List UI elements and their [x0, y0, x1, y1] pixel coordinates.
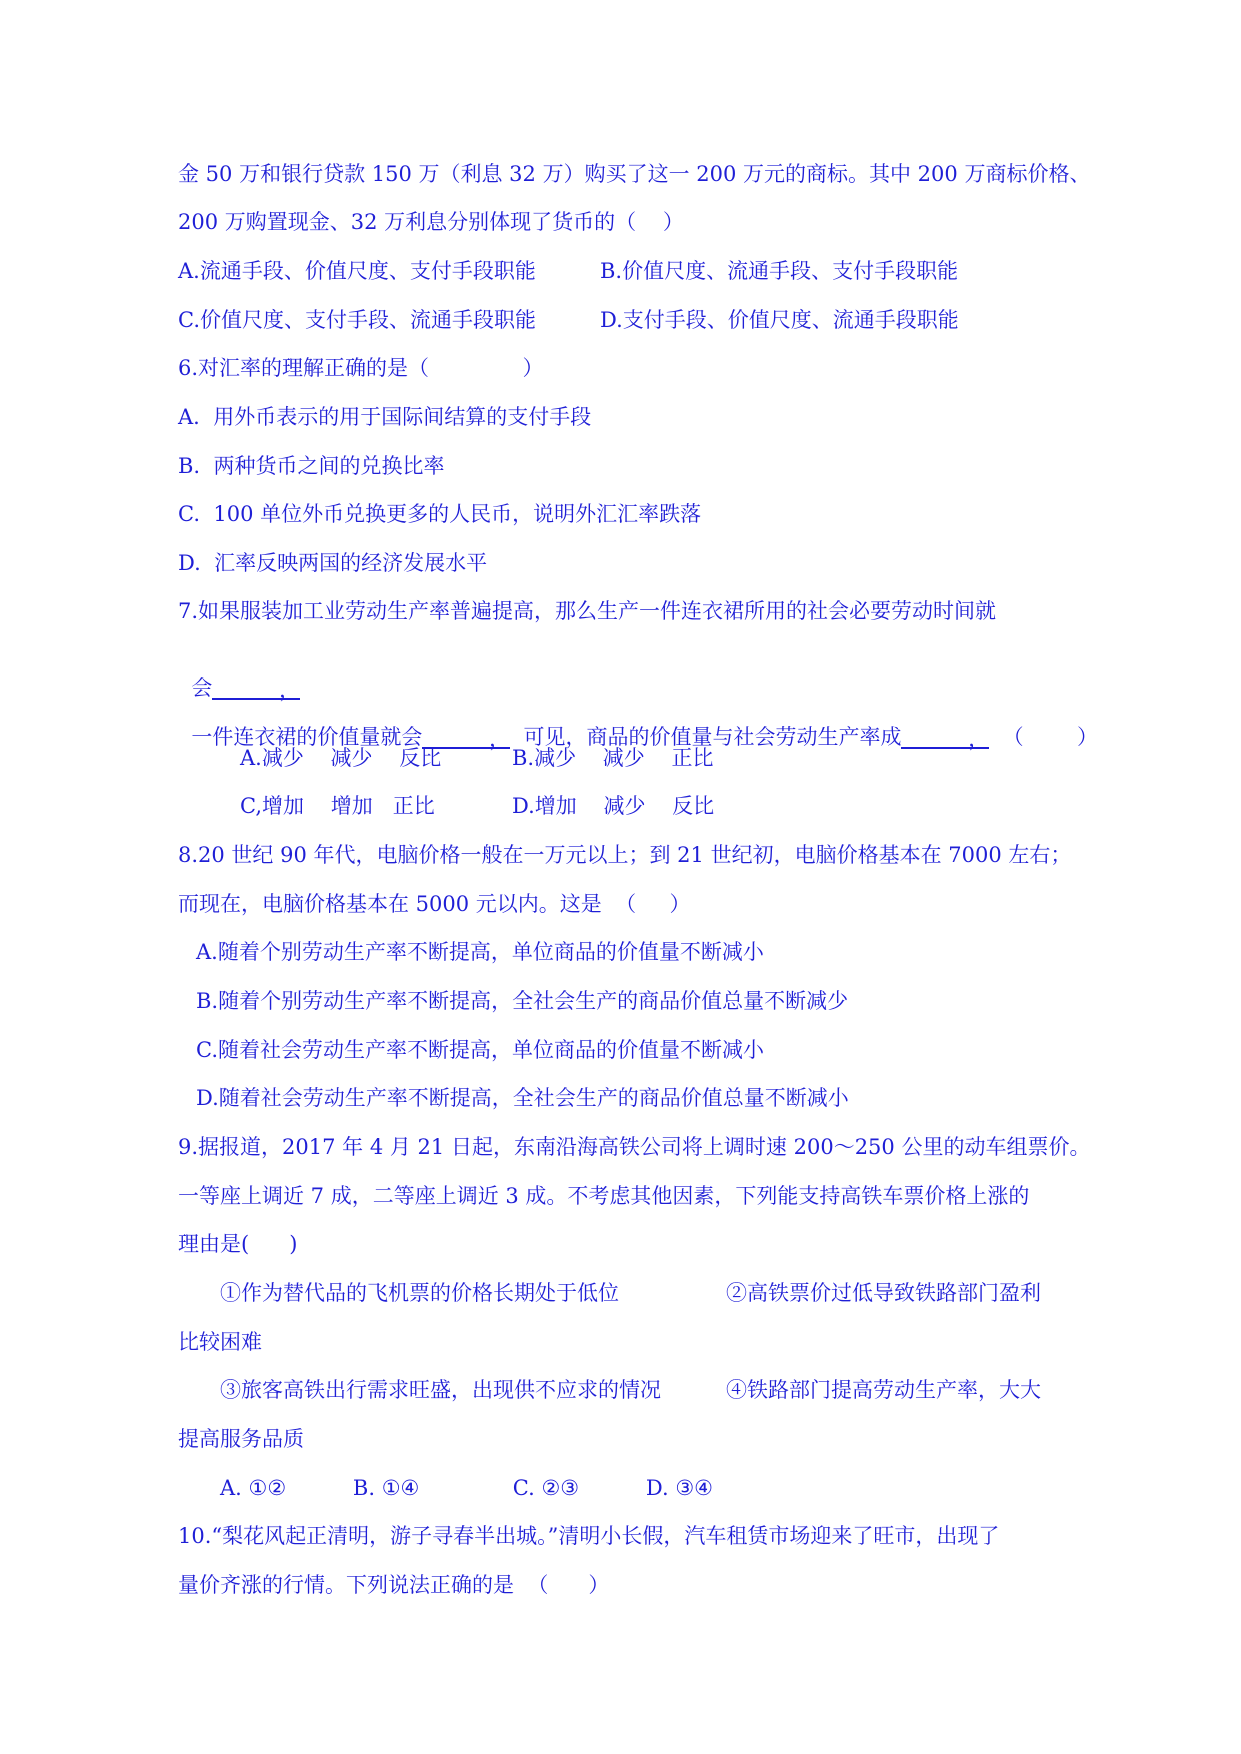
q7-stem-line2: [178, 646, 300, 702]
q9-statement-4-cont: 提高服务品质: [178, 1427, 304, 1451]
q8-option-b: B.随着个别劳动生产率不断提高，全社会生产的商品价值总量不断减少: [196, 989, 849, 1013]
q6-stem: 6.对汇率的理解正确的是（ ）: [178, 356, 544, 380]
q5-stem-line1: 金 50 万和银行贷款 150 万（利息 32 万）购买了这一 200 万元的商标。其中 200 万商标价格、: [178, 162, 1091, 186]
q9-options: A. ①② B. ①④ C. ②③ D. ③④: [220, 1476, 713, 1500]
q10-stem-line2: 量价齐涨的行情。下列说法正确的是 （ ）: [178, 1573, 610, 1597]
q8-option-a: A.随着个别劳动生产率不断提高，单位商品的价值量不断减小: [196, 940, 764, 964]
q6-option-b: B. 两种货币之间的兑换比率: [178, 454, 445, 478]
q9-stem-line2: 一等座上调近 7 成，二等座上调近 3 成。不考虑其他因素，下列能支持高铁车票价格上涨的: [178, 1184, 1030, 1208]
q5-option-b: B.价值尺度、流通手段、支付手段职能: [600, 259, 959, 283]
q7-option-b: B.减少 减少 正比: [512, 746, 714, 770]
q7-blank-2: ，: [422, 727, 511, 751]
q9-statement-3: ③旅客高铁出行需求旺盛，出现供不应求的情况: [220, 1378, 661, 1402]
q7-blank-1: ，: [212, 678, 301, 702]
q8-option-c: C.随着社会劳动生产率不断提高，单位商品的价值量不断减小: [196, 1038, 764, 1062]
q9-statement-2: ②高铁票价过低导致铁路部门盈利: [726, 1281, 1041, 1305]
q7-stem-line1: 7.如果服装加工业劳动生产率普遍提高，那么生产一件连衣裙所用的社会必要劳动时间就: [178, 599, 997, 623]
q6-option-a: A. 用外币表示的用于国际间结算的支付手段: [178, 405, 592, 429]
q7-option-a: A.减少 减少 反比: [240, 746, 442, 770]
q10-stem-line1: 10.“梨花风起正清明，游子寻春半出城。”清明小长假，汽车租赁市场迎来了旺市，出现了: [178, 1524, 1000, 1548]
q6-option-d: D. 汇率反映两国的经济发展水平: [178, 551, 488, 575]
q9-statement-4: ④铁路部门提高劳动生产率，大大: [726, 1378, 1041, 1402]
q7-option-d: D.增加 减少 反比: [512, 794, 715, 818]
q6-option-c: C. 100 单位外币兑换更多的人民币，说明外汇汇率跌落: [178, 502, 702, 526]
q5-option-c: C.价值尺度、支付手段、流通手段职能: [178, 308, 536, 332]
q7-option-c: C,增加 增加 正比: [240, 794, 435, 818]
q7-text: 可见，商品的价值量与社会劳动生产率成: [510, 725, 902, 749]
q5-option-d: D.支付手段、价值尺度、流通手段职能: [600, 308, 959, 332]
q8-option-d: D.随着社会劳动生产率不断提高，全社会生产的商品价值总量不断减小: [196, 1086, 849, 1110]
q9-statement-1: ①作为替代品的飞机票的价格长期处于低位: [220, 1281, 619, 1305]
q7-text: 一件连衣裙的价值量就会: [191, 725, 423, 749]
q5-stem-line2: 200 万购置现金、32 万利息分别体现了货币的（ ）: [178, 210, 684, 234]
q9-stem-line3: 理由是( ): [178, 1232, 298, 1256]
q9-statement-2-cont: 比较困难: [178, 1330, 262, 1354]
q9-stem-line1: 9.据报道，2017 年 4 月 21 日起，东南沿海高铁公司将上调时速 200～250 公里的动车组票价。: [178, 1135, 1091, 1159]
q8-stem-line2: 而现在，电脑价格基本在 5000 元以内。这是 （ ）: [178, 892, 691, 916]
q7-blank-3: ，: [901, 727, 990, 751]
q7-text: （ ）: [989, 725, 1099, 749]
q8-stem-line1: 8.20 世纪 90 年代，电脑价格一般在一万元以上；到 21 世纪初，电脑价格基本在 7000 左右；: [178, 843, 1072, 867]
q5-option-a: A.流通手段、价值尺度、支付手段职能: [178, 259, 536, 283]
q7-text: 会: [191, 676, 213, 700]
q7-stem-line3: [178, 695, 1098, 751]
